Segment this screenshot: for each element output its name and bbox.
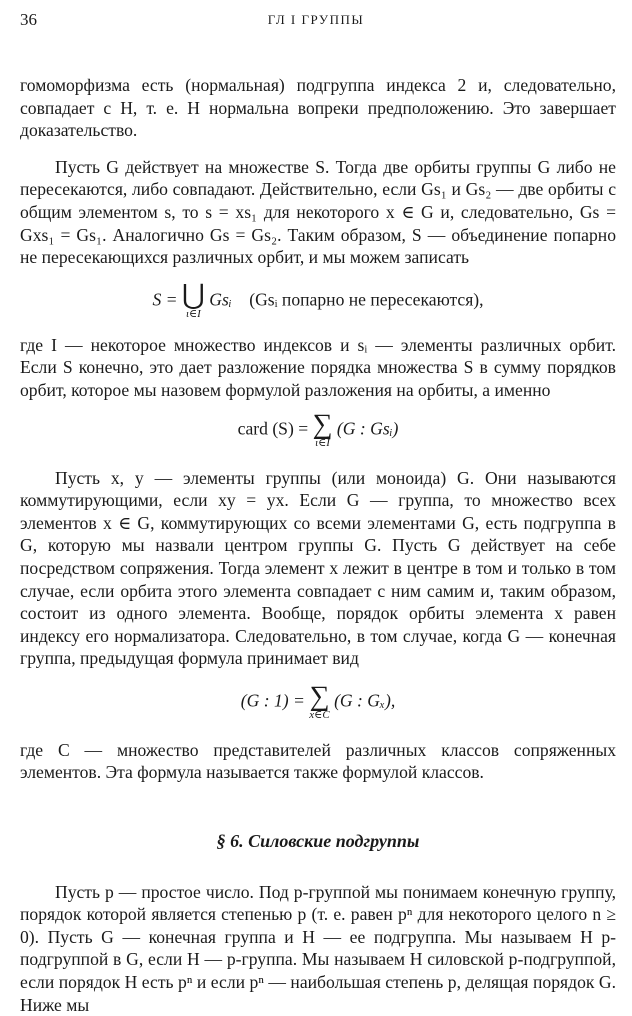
formula-1-lhs: S = — [152, 289, 178, 310]
page-body — [20, 74, 616, 1016]
page-number: 36 — [20, 10, 37, 29]
paragraph-2: Пусть G действует на множестве S. Тогда две орбиты группы G либо не пересекаются, либо совпадают. Действительно, если Gs₁ и Gs₂ — две орбиты с общим элементом s, то s = xs₁ для некоторого x ∈ G и, следовательно, Gs = Gxs₁ = Gs₁. Аналогично Gs = Gs₂. Таким образом, S — объединение попарно не пересекающихся различных орбит, и мы можем записать — [20, 156, 616, 268]
formula-3-rhs: (G : Gₓ), — [334, 690, 396, 711]
sum-symbol-1: ∑ — [312, 408, 333, 440]
formula-card-decomposition — [20, 408, 616, 449]
section-heading: § 6. Силовские подгруппы — [216, 831, 420, 852]
union-symbol: ⋃ — [181, 279, 205, 311]
paragraph-3: где I — некоторое множество индексов и sᵢ — элементы различных орбит. Если S конечно, это дает разложение порядка множества S в сумму порядков орбит, которое мы назовем формулой разложения на орбиты, а именно — [20, 334, 616, 400]
sum-operator-2 — [309, 680, 330, 721]
union-subscript: ι∈I — [185, 307, 201, 320]
paragraph-6: Пусть p — простое число. Под p-группой мы понимаем конечную группу, порядок которой является степенью p (т. е. равен pⁿ для некоторого целого n ≥ 0). Пусть G — конечная группа и H — ее подгруппа. Мы называем H p-подгруппой в G, если H — p-группа. Мы называем H силовской p-подгруппой, если порядок H есть pⁿ и если pⁿ — наибольшая степень p, делящая порядок G. Ниже мы — [20, 881, 616, 1015]
page-header — [20, 10, 612, 34]
sum-subscript-2: x∈C — [309, 708, 330, 721]
formula-1-rhs: Gsᵢ — [209, 289, 232, 310]
sum-subscript-1: ι∈I — [315, 436, 330, 449]
running-head: ГЛ I ГРУППЫ — [267, 12, 365, 27]
formula-3-lhs: (G : 1) = — [240, 690, 305, 711]
formula-2-rhs: (G : Gsᵢ) — [336, 418, 399, 439]
paragraph-4: Пусть x, y — элементы группы (или моноида) G. Они называются коммутирующими, если xy = yx. Если G — группа, то множество всех элементов x ∈ G, коммутирующих со всеми элементами G, есть подгруппа в G, которую мы назвали центром группы G. Пусть G действует на себе посредством сопряжения. Тогда элемент x лежит в центре в том и только в том случае, если орбита этого элемента совпадает с ним самим и, таким образом, состоит из одного элемента. Вообще, порядок орбиты элемента x равен индексу его нормализатора. Следовательно, в том случае, когда G — конечная группа, предыдущая формула принимает вид — [20, 467, 616, 669]
sum-symbol-2: ∑ — [309, 680, 330, 712]
paragraph-5: где C — множество представителей различных классов сопряженных элементов. Эта формула называется также формулой классов. — [20, 739, 616, 783]
sum-operator-1 — [312, 408, 333, 449]
formula-2-lhs: card (S) = — [237, 418, 309, 439]
formula-class-equation — [20, 680, 616, 721]
paragraph-1: гомоморфизма есть (нормальная) подгруппа индекса 2 и, следовательно, совпадает с H, т. е. H нормальна вопреки предположению. Это завершает доказательство. — [20, 75, 616, 141]
formula-union-of-orbits — [20, 279, 616, 320]
union-operator — [181, 279, 205, 320]
formula-1-note: (Gsᵢ попарно не пересекаются), — [249, 289, 484, 310]
